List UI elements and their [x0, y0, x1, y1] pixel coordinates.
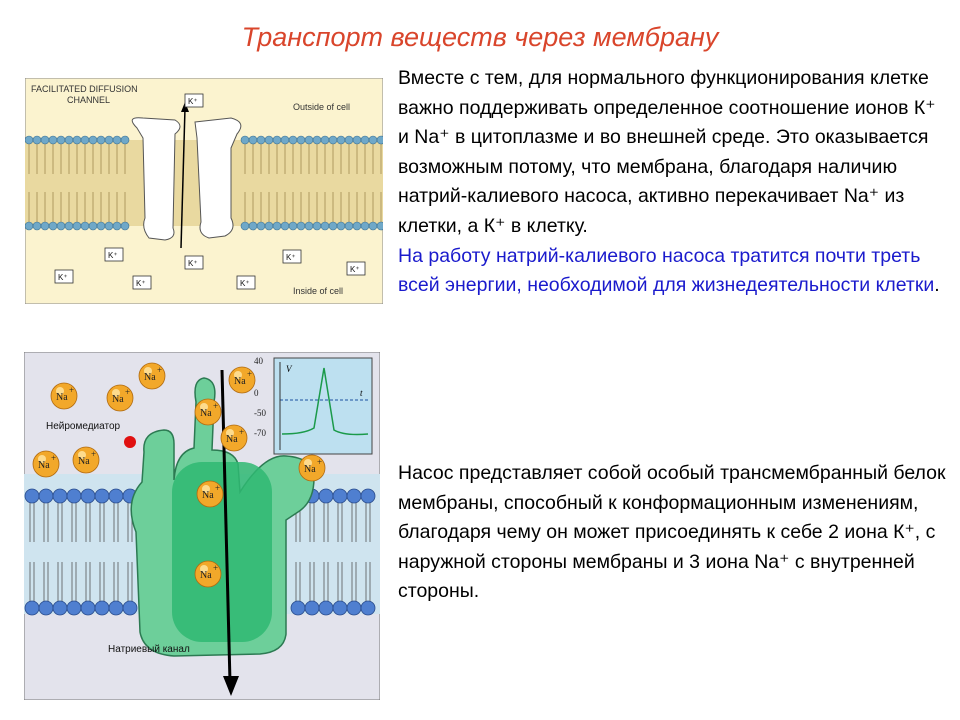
- svg-text:+: +: [213, 401, 219, 411]
- svg-text:+: +: [215, 483, 221, 493]
- sodium-ion: [73, 447, 99, 473]
- svg-text:+: +: [157, 365, 163, 375]
- potassium-ion: [55, 270, 73, 283]
- sodium-ion: [139, 363, 165, 389]
- paragraph-1-highlight: На работу натрий-калиевого насоса тратится почти треть всей энергии, необходимой для жизнедеятельности клетки: [398, 244, 935, 297]
- potassium-ion: [237, 276, 255, 289]
- svg-text:K⁺: K⁺: [240, 279, 250, 288]
- neuromediator-dot: [124, 436, 136, 448]
- figure-top-label-2: CHANNEL: [67, 95, 111, 105]
- svg-text:Na: Na: [112, 394, 124, 405]
- sodium-ion: [51, 383, 77, 409]
- graph-tick-label: 40: [254, 356, 263, 366]
- graph-axis-v: V: [286, 364, 292, 374]
- svg-text:+: +: [247, 369, 253, 379]
- slide-title: Транспорт веществ через мембрану: [241, 22, 719, 52]
- facilitated-diffusion-figure: [25, 78, 383, 304]
- svg-text:K⁺: K⁺: [58, 273, 68, 282]
- svg-text:Na: Na: [226, 434, 238, 445]
- svg-text:+: +: [239, 427, 245, 437]
- label-outside-cell: Outside of cell: [293, 102, 351, 112]
- paragraph-2: Насос представляет собой особый трансмембранный белок мембраны, способный к конформационным изменениям, благодаря чему он может присоединять к себе 2 иона К⁺, с наружной стороны мембраны и 3 иона Na⁺ с внутренней стороны.: [398, 462, 946, 603]
- svg-text:Na: Na: [144, 372, 156, 383]
- sodium-channel-figure: [24, 352, 380, 700]
- svg-text:+: +: [125, 387, 131, 397]
- potassium-ion: [283, 250, 301, 263]
- svg-text:Na: Na: [200, 408, 212, 419]
- svg-text:+: +: [51, 453, 57, 463]
- sodium-ion: [107, 385, 133, 411]
- svg-text:Na: Na: [78, 456, 90, 467]
- potassium-ion: [105, 248, 123, 261]
- potential-graph: [274, 358, 372, 454]
- paragraph-1: [398, 64, 946, 301]
- svg-text:K⁺: K⁺: [350, 265, 360, 274]
- potassium-ion: [185, 94, 203, 107]
- label-neuromediator: Нейромедиатор: [46, 421, 121, 432]
- potassium-ion: [185, 256, 203, 269]
- svg-text:Na: Na: [304, 464, 316, 475]
- sodium-ion: [229, 367, 255, 393]
- graph-tick-label: 0: [254, 388, 259, 398]
- svg-text:K⁺: K⁺: [108, 251, 118, 260]
- svg-text:K⁺: K⁺: [286, 253, 296, 262]
- graph-axis-t: t: [360, 388, 363, 398]
- svg-text:+: +: [69, 385, 75, 395]
- svg-text:K⁺: K⁺: [136, 279, 146, 288]
- paragraph-1-end: .: [934, 274, 940, 297]
- svg-text:+: +: [213, 563, 219, 573]
- label-inside-cell: Inside of cell: [293, 286, 344, 296]
- sodium-ion: [33, 451, 59, 477]
- graph-tick-label: -50: [254, 408, 266, 418]
- sodium-ion: [197, 481, 223, 507]
- potassium-ion: [133, 276, 151, 289]
- graph-tick-label: -70: [254, 428, 266, 438]
- label-sodium-channel: Натриевый канал: [108, 644, 190, 655]
- figure-top-label-1: FACILITATED DIFFUSION: [31, 84, 138, 94]
- sodium-ion: [195, 399, 221, 425]
- potassium-ion: [347, 262, 365, 275]
- sodium-ion: [299, 455, 325, 481]
- sodium-ion: [195, 561, 221, 587]
- svg-text:K⁺: K⁺: [188, 259, 198, 268]
- svg-text:Na: Na: [202, 490, 214, 501]
- svg-text:Na: Na: [234, 376, 246, 387]
- svg-text:Na: Na: [200, 570, 212, 581]
- svg-text:+: +: [317, 457, 323, 467]
- svg-text:Na: Na: [56, 392, 68, 403]
- svg-text:K⁺: K⁺: [188, 97, 198, 106]
- sodium-ion: [221, 425, 247, 451]
- svg-text:Na: Na: [38, 460, 50, 471]
- svg-text:+: +: [91, 449, 97, 459]
- paragraph-1-text: Вместе с тем, для нормального функционирования клетке важно поддерживать определенное соотношение ионов К⁺ и Na⁺ в цитоплазме и во внешней среде. Это оказывается возможным потому, что мембрана, благодаря наличию натрий-калиевого насоса, активно перекачивает Na⁺ из клетки, а К⁺ в клетку.: [398, 67, 936, 237]
